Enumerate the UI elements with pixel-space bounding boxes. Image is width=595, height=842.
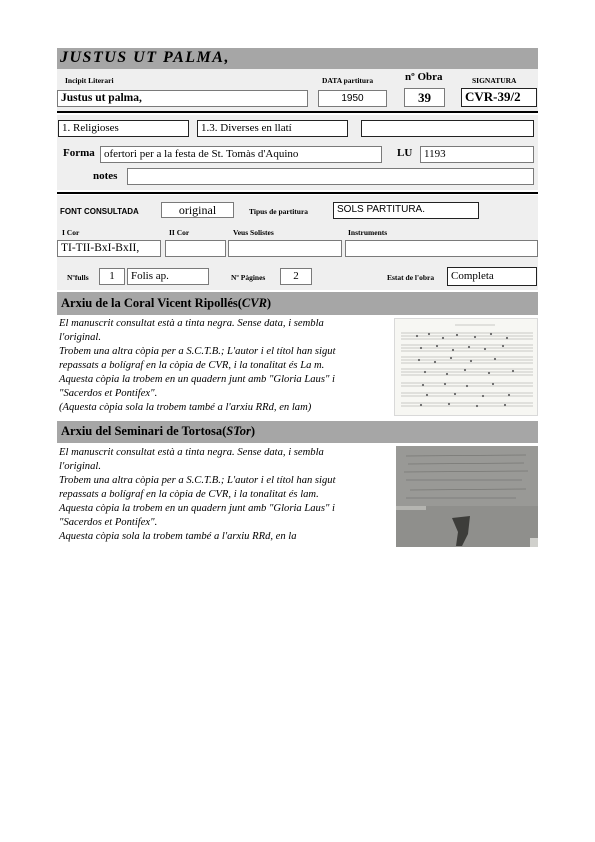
font-consultada-label: FONT CONSULTADA [60, 207, 139, 216]
section-title [61, 296, 271, 311]
note-line: "Sacerdos et Pontifex". [59, 388, 158, 399]
instruments-field[interactable] [345, 240, 538, 257]
section-title [61, 424, 255, 439]
i-cor-label: I Cor [62, 228, 80, 237]
incipit-field[interactable]: Justus ut palma, [57, 90, 308, 107]
divider [57, 192, 538, 194]
score-thumbnail [394, 318, 538, 416]
section-notes [59, 317, 389, 415]
signatura-field[interactable]: CVR-39/2 [461, 88, 537, 107]
folis-field[interactable]: Folis ap. [127, 268, 209, 285]
npagines-field[interactable]: 2 [280, 268, 312, 285]
ii-cor-field[interactable] [165, 240, 226, 257]
estat-label: Estat de l'obra [387, 273, 435, 282]
tipus-partitura-field[interactable]: SOLS PARTITURA. [333, 202, 479, 219]
note-line: repassats a bolígraf en la còpia de CVR, i la tonalitat és lam. [59, 489, 319, 500]
section-title-code: CVR [241, 296, 267, 310]
note-line: El manuscrit consultat està a tinta negra. Sense data, i sembla [59, 318, 324, 329]
tipus-partitura-label: Tipus de partitura [249, 207, 309, 216]
notes-field[interactable] [127, 168, 534, 185]
data-partitura-label: DATA partitura [322, 76, 374, 85]
category-2-field[interactable]: 1.3. Diverses en llatí [197, 120, 348, 137]
note-line: Aquesta còpia la trobem en un quadern junt amb "Gloria Laus" i [59, 374, 335, 385]
note-line: Trobem una altra còpia per a S.C.T.B.; L'autor i el títol han sigut [59, 475, 336, 486]
section-title-code: STor [226, 424, 251, 438]
signatura-label: SIGNATURA [472, 76, 517, 85]
lu-field[interactable]: 1193 [420, 146, 534, 163]
note-line: l'original. [59, 461, 101, 472]
note-line: Aquesta còpia sola la trobem també a l'arxiu RRd, en la [59, 531, 297, 542]
category-1-field[interactable]: 1. Religioses [58, 120, 189, 137]
manuscript-thumbnail [396, 446, 538, 547]
veus-solistes-field[interactable] [228, 240, 342, 257]
incipit-label: Incipit Literari [65, 76, 114, 85]
note-line: (Aquesta còpia sola la trobem també a l'arxiu RRd, en lam) [59, 402, 312, 413]
section-title-end: ) [266, 296, 272, 310]
i-cor-field[interactable]: TI-TII-BxI-BxII, [57, 240, 161, 257]
category-3-field[interactable] [361, 120, 534, 137]
veus-solistes-label: Veus Solistes [233, 228, 274, 237]
note-line: l'original. [59, 332, 101, 343]
font-consultada-field[interactable]: original [161, 202, 234, 218]
note-line: "Sacerdos et Pontifex". [59, 517, 158, 528]
data-field[interactable]: 1950 [318, 90, 387, 107]
manuscript-photo-image [396, 446, 538, 547]
note-line: repassats a bolígraf en la còpia de CVR, i la tonalitat és La m. [59, 360, 325, 371]
nfulls-label: Nºfulls [67, 273, 89, 282]
notes-label: notes [93, 170, 118, 182]
forma-field[interactable]: ofertori per a la festa de St. Tomàs d'Aquino [100, 146, 382, 163]
lu-label: LU [397, 147, 413, 159]
nfulls-field[interactable]: 1 [99, 268, 125, 285]
score-staves-image [395, 319, 537, 415]
section-title-end: ) [250, 424, 256, 438]
page-title: JUSTUS UT PALMA, [60, 49, 230, 66]
note-line: Aquesta còpia la trobem en un quadern junt amb "Gloria Laus" i [59, 503, 335, 514]
note-line: Trobem una altra còpia per a S.C.T.B.; L'autor i el títol han sigut [59, 346, 336, 357]
n-obra-field[interactable]: 39 [404, 88, 445, 107]
estat-field[interactable]: Completa [447, 267, 537, 286]
npagines-label: Nº Pàgines [231, 273, 266, 282]
ii-cor-label: II Cor [169, 228, 190, 237]
section-notes [59, 446, 389, 544]
instruments-label: Instruments [348, 228, 388, 237]
divider [57, 111, 538, 113]
n-obra-label: nº Obra [405, 71, 443, 83]
forma-label: Forma [63, 147, 95, 159]
section-title-text: Arxiu del Seminari de Tortosa( [61, 424, 227, 438]
note-line: El manuscrit consultat està a tinta negra. Sense data, i sembla [59, 447, 324, 458]
section-title-text: Arxiu de la Coral Vicent Ripollés( [61, 296, 242, 310]
